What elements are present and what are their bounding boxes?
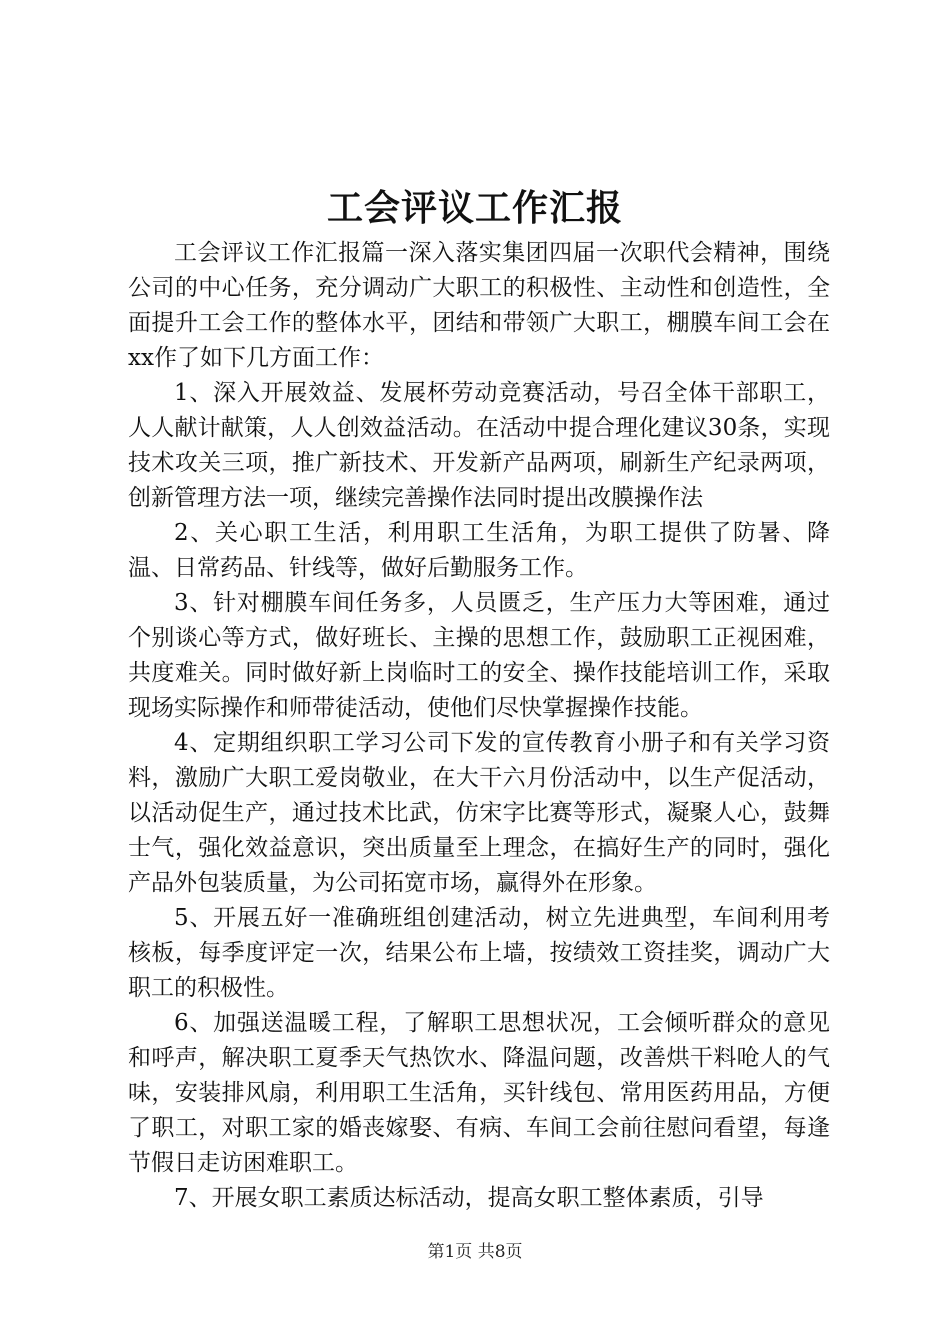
paragraph-item-1: 1、深入开展效益、发展杯劳动竞赛活动，号召全体干部职工，人人献计献策，人人创效益活动。在活动中提合理化建议30条，实现技术攻关三项，推广新技术、开发新产品两项，刷新生产纪录两项，创新管理方法一项，继续完善操作法同时提出改膜操作法	[128, 380, 830, 511]
paragraph-item-6: 6、加强送温暖工程，了解职工思想状况，工会倾听群众的意见和呼声，解决职工夏季天气热饮水、降温问题，改善烘干料呛人的气味，安装排风扇，利用职工生活角，买针线包、常用医药用品，方便了职工，对职工家的婚丧嫁娶、有病、车间工会前往慰问看望，每逢节假日走访困难职工。	[128, 1010, 830, 1176]
paragraph-item-7: 7、开展女职工素质达标活动，提高女职工整体素质，引导	[174, 1185, 764, 1211]
paragraph-item-2: 2、关心职工生活，利用职工生活角，为职工提供了防暑、降温、日常药品、针线等，做好后勤服务工作。	[128, 520, 830, 581]
document-body	[128, 236, 830, 1216]
document-title: 工会评议工作汇报	[326, 187, 623, 229]
paragraph-item-5: 5、开展五好一准确班组创建活动，树立先进典型，车间利用考核板，每季度评定一次，结果公布上墙，按绩效工资挂奖，调动广大职工的积极性。	[128, 905, 830, 1001]
paragraph-intro: 工会评议工作汇报篇一深入落实集团四届一次职代会精神，围绕公司的中心任务，充分调动广大职工的积极性、主动性和创造性，全面提升工会工作的整体水平，团结和带领广大职工，棚膜车间工会在xx作了如下几方面工作：	[128, 240, 830, 371]
paragraph-item-4: 4、定期组织职工学习公司下发的宣传教育小册子和有关学习资料，激励广大职工爱岗敬业，在大干六月份活动中，以生产促活动，以活动促生产，通过技术比武，仿宋字比赛等形式，凝聚人心，鼓舞士气，强化效益意识，突出质量至上理念，在搞好生产的同时，强化产品外包装质量，为公司拓宽市场，赢得外在形象。	[128, 730, 830, 896]
page-footer: 第1页 共8页	[427, 1242, 523, 1262]
paragraph-item-3: 3、针对棚膜车间任务多，人员匮乏，生产压力大等困难，通过个别谈心等方式，做好班长、主操的思想工作，鼓励职工正视困难，共度难关。同时做好新上岗临时工的安全、操作技能培训工作，采取现场实际操作和师带徒活动，使他们尽快掌握操作技能。	[128, 590, 830, 721]
